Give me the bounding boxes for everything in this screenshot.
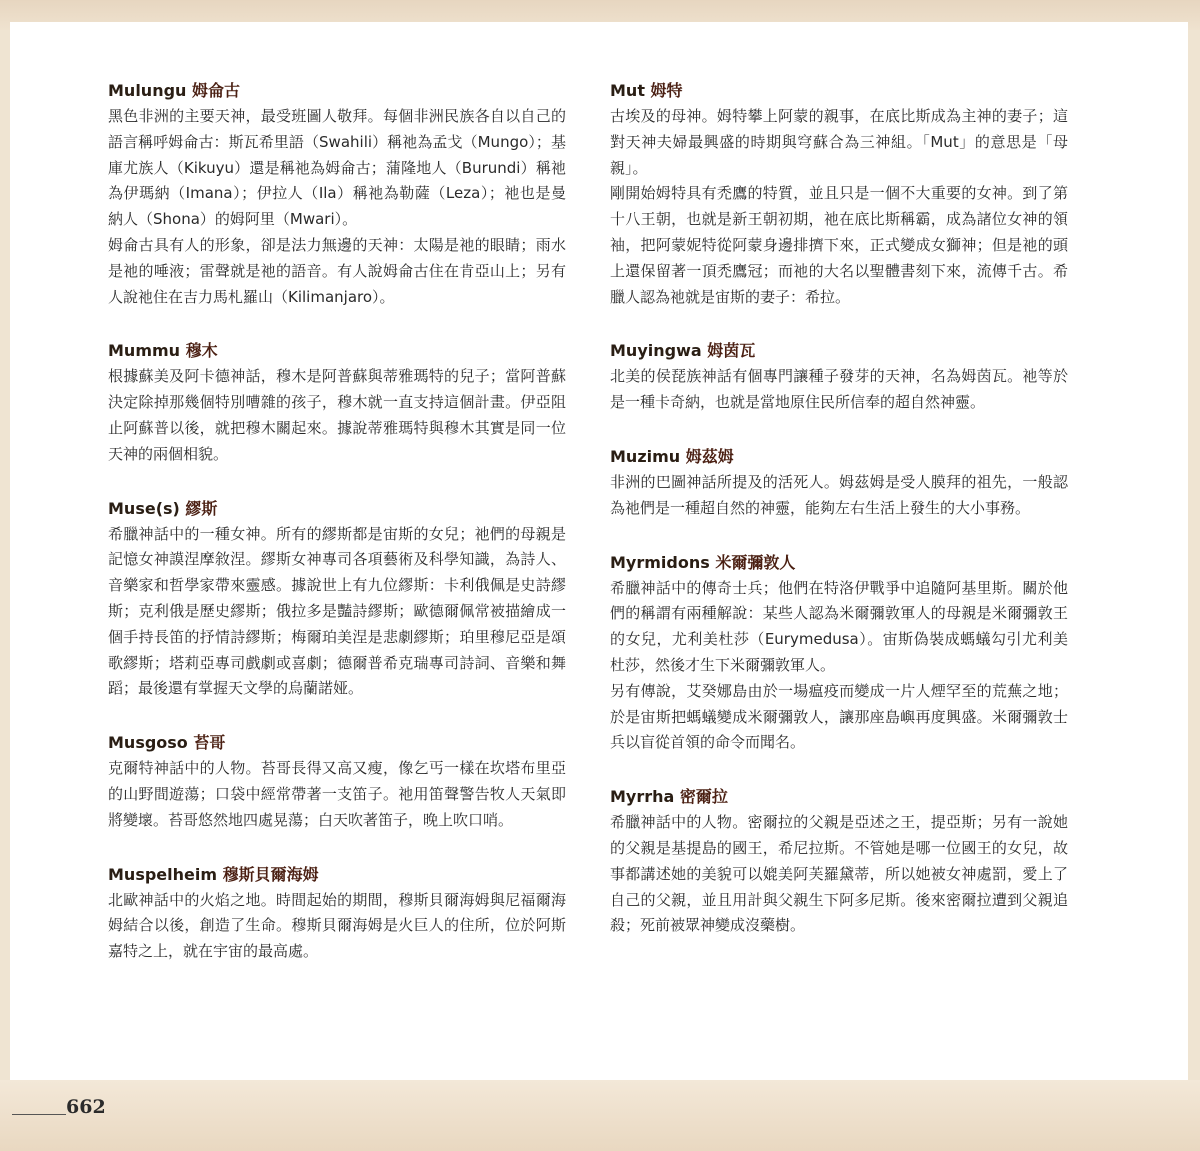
entry-name: Muse(s) bbox=[108, 498, 180, 518]
entry-title bbox=[108, 732, 566, 754]
page-number: 662 bbox=[66, 1096, 106, 1118]
entry-muyingwa bbox=[610, 340, 1068, 416]
entry-chinese-name: 姆侖古 bbox=[192, 81, 241, 100]
entry-title bbox=[610, 340, 1068, 362]
entry-chinese-name: 繆斯 bbox=[185, 498, 218, 518]
entry-muspelheim bbox=[108, 864, 566, 965]
entry-paragraph: 古埃及的母神。姆特攀上阿蒙的親事，在底比斯成為主神的妻子；這對天神夫婦最興盛的時期與穹蘇合為三神組。「Mut」的意思是「母親」。 bbox=[610, 107, 1068, 177]
entry-paragraph: 根據蘇美及阿卡德神話，穆木是阿普蘇與蒂雅瑪特的兒子；當阿普蘇決定除掉那幾個特別嘈雜的孩子，穆木就一直支持這個計畫。伊亞阻止阿蘇普以後，就把穆木關起來。據說蒂雅瑪特與穆木其實是同一位天神的兩個相貌。 bbox=[108, 367, 566, 463]
entry-chinese-name: 苔哥 bbox=[193, 733, 226, 753]
entry-title bbox=[610, 786, 1068, 808]
entry-title bbox=[610, 80, 1068, 102]
entry-name: Myrmidons bbox=[610, 552, 710, 572]
entry-name: Musgoso bbox=[108, 733, 188, 753]
entry-chinese-name: 姆茵瓦 bbox=[707, 341, 756, 361]
entry-myrmidons bbox=[610, 552, 1068, 757]
entry-chinese-name: 密爾拉 bbox=[679, 787, 728, 807]
page-number-rule bbox=[12, 1114, 66, 1115]
entry-name: Muyingwa bbox=[610, 341, 702, 361]
entry-name: Muzimu bbox=[610, 446, 681, 466]
entry-chinese-name: 姆特 bbox=[650, 81, 683, 100]
entry-chinese-name: 姆茲姆 bbox=[685, 446, 734, 466]
right-column bbox=[610, 80, 1068, 939]
entry-paragraph: 北美的侯琵族神話有個專門讓種子發芽的天神，名為姆茵瓦。祂等於是一種卡奇納，也就是當地原住民所信奉的超自然神靈。 bbox=[610, 367, 1068, 412]
entry-title bbox=[610, 552, 1068, 574]
entry-title bbox=[610, 446, 1068, 468]
entry-paragraph: 黑色非洲的主要天神，最受班圖人敬拜。每個非洲民族各自以自己的語言稱呼姆侖古：斯瓦希里語（Swahili）稱祂為孟戈（Mungo）；基庫尤族人（Kikuyu）還是稱祂為姆侖古；蒲隆地人（Burundi）稱祂為伊瑪納（Imana）；伊拉人（Ila）稱祂為勒薩（Leza）；祂也是曼納人（Shona）的姆阿里（Mwari）。 bbox=[108, 107, 566, 229]
entry-mummu bbox=[108, 340, 566, 467]
entry-musgoso bbox=[108, 732, 566, 833]
entry-chinese-name: 米爾彌敦人 bbox=[715, 552, 796, 572]
entry-name: Mummu bbox=[108, 341, 181, 361]
entry-name: Mulungu bbox=[108, 81, 187, 100]
entry-paragraph: 希臘神話中的傳奇士兵；他們在特洛伊戰爭中追隨阿基里斯。關於他們的稱謂有兩種解說：某些人認為米爾彌敦軍人的母親是米爾彌敦王的女兒，尤利美杜莎（Eurymedusa）。宙斯偽裝成螞蟻勾引尤利美杜莎，然後才生下米爾彌敦軍人。 bbox=[610, 578, 1068, 674]
entry-paragraph: 克爾特神話中的人物。苔哥長得又高又瘦，像乞丐一樣在坎塔布里亞的山野間遊蕩；口袋中經常帶著一支笛子。祂用笛聲警告牧人天氣即將變壞。苔哥悠然地四處晃蕩；白天吹著笛子，晚上吹口哨。 bbox=[108, 759, 566, 829]
bottom-edge bbox=[0, 1080, 1200, 1151]
entry-name: Muspelheim bbox=[108, 864, 218, 884]
entry-paragraph: 非洲的巴圖神話所提及的活死人。姆茲姆是受人膜拜的祖先，一般認為祂們是一種超自然的神靈，能夠左右生活上發生的大小事務。 bbox=[610, 472, 1068, 517]
entry-name: Mut bbox=[610, 81, 645, 100]
entry-mut bbox=[610, 80, 1068, 310]
entry-paragraph: 北歐神話中的火焰之地。時間起始的期間，穆斯貝爾海姆與尼福爾海姆結合以後，創造了生命。穆斯貝爾海姆是火巨人的住所，位於阿斯嘉特之上，就在宇宙的最高處。 bbox=[108, 890, 566, 961]
entry-paragraph: 剛開始姆特具有禿鷹的特質，並且只是一個不大重要的女神。到了第十八王朝，也就是新王朝初期，祂在底比斯稱霸，成為諸位女神的領袖，把阿蒙妮特從阿蒙身邊排擠下來，正式變成女獅神；但是祂的頭上還保留著一頂禿鷹冠；而祂的大名以聖體書刻下來，流傳千古。希臘人認為祂就是宙斯的妻子：希拉。 bbox=[610, 184, 1068, 306]
entry-chinese-name: 穆斯貝爾海姆 bbox=[222, 864, 319, 884]
entry-paragraph: 希臘神話中的人物。密爾拉的父親是亞述之王，提亞斯；另有一說她的父親是基提島的國王，希尼拉斯。不管她是哪一位國王的女兒，故事都講述她的美貌可以媲美阿芙羅黛蒂，所以她被女神處罰，愛上了自己的父親，並且用計與父親生下阿多尼斯。後來密爾拉遭到父親追殺；死前被眾神變成沒藥樹。 bbox=[610, 813, 1068, 935]
entry-muzimu bbox=[610, 446, 1068, 522]
entry-paragraph: 希臘神話中的一種女神。所有的繆斯都是宙斯的女兒；祂們的母親是記憶女神謨涅摩敘涅。繆斯女神專司各項藝術及科學知識，為詩人、音樂家和哲學家帶來靈感。據說世上有九位繆斯：卡利俄佩是史詩繆斯；克利俄是歷史繆斯；俄拉多是豔詩繆斯；歐德爾佩常被描繪成一個手持長笛的抒情詩繆斯；梅爾珀美涅是悲劇繆斯；珀里穆尼亞是頌歌繆斯；塔莉亞專司戲劇或喜劇；德爾普希克瑞專司詩詞、音樂和舞蹈；最後還有掌握天文學的烏蘭諾娅。 bbox=[108, 524, 566, 698]
entry-name: Myrrha bbox=[610, 787, 675, 807]
entry-muses bbox=[108, 498, 566, 703]
entry-title bbox=[108, 864, 566, 886]
entry-paragraph: 另有傳說，艾癸娜島由於一場瘟疫而變成一片人煙罕至的荒蕪之地；於是宙斯把螞蟻變成米爾彌敦人，讓那座島嶼再度興盛。米爾彌敦士兵以盲從首領的命令而聞名。 bbox=[610, 681, 1068, 752]
entry-myrrha bbox=[610, 786, 1068, 939]
entry-chinese-name: 穆木 bbox=[185, 341, 218, 361]
entry-title bbox=[108, 340, 566, 362]
entry-title bbox=[108, 80, 566, 102]
left-column bbox=[108, 80, 566, 965]
entry-mulungu bbox=[108, 80, 566, 310]
entry-paragraph: 姆侖古具有人的形象，卻是法力無邊的天神：太陽是祂的眼睛；雨水是祂的唾液；雷聲就是祂的語音。有人說姆侖古住在肯亞山上；另有人說祂住在吉力馬札羅山（Kilimanjaro）。 bbox=[108, 235, 566, 306]
entry-title bbox=[108, 498, 566, 520]
